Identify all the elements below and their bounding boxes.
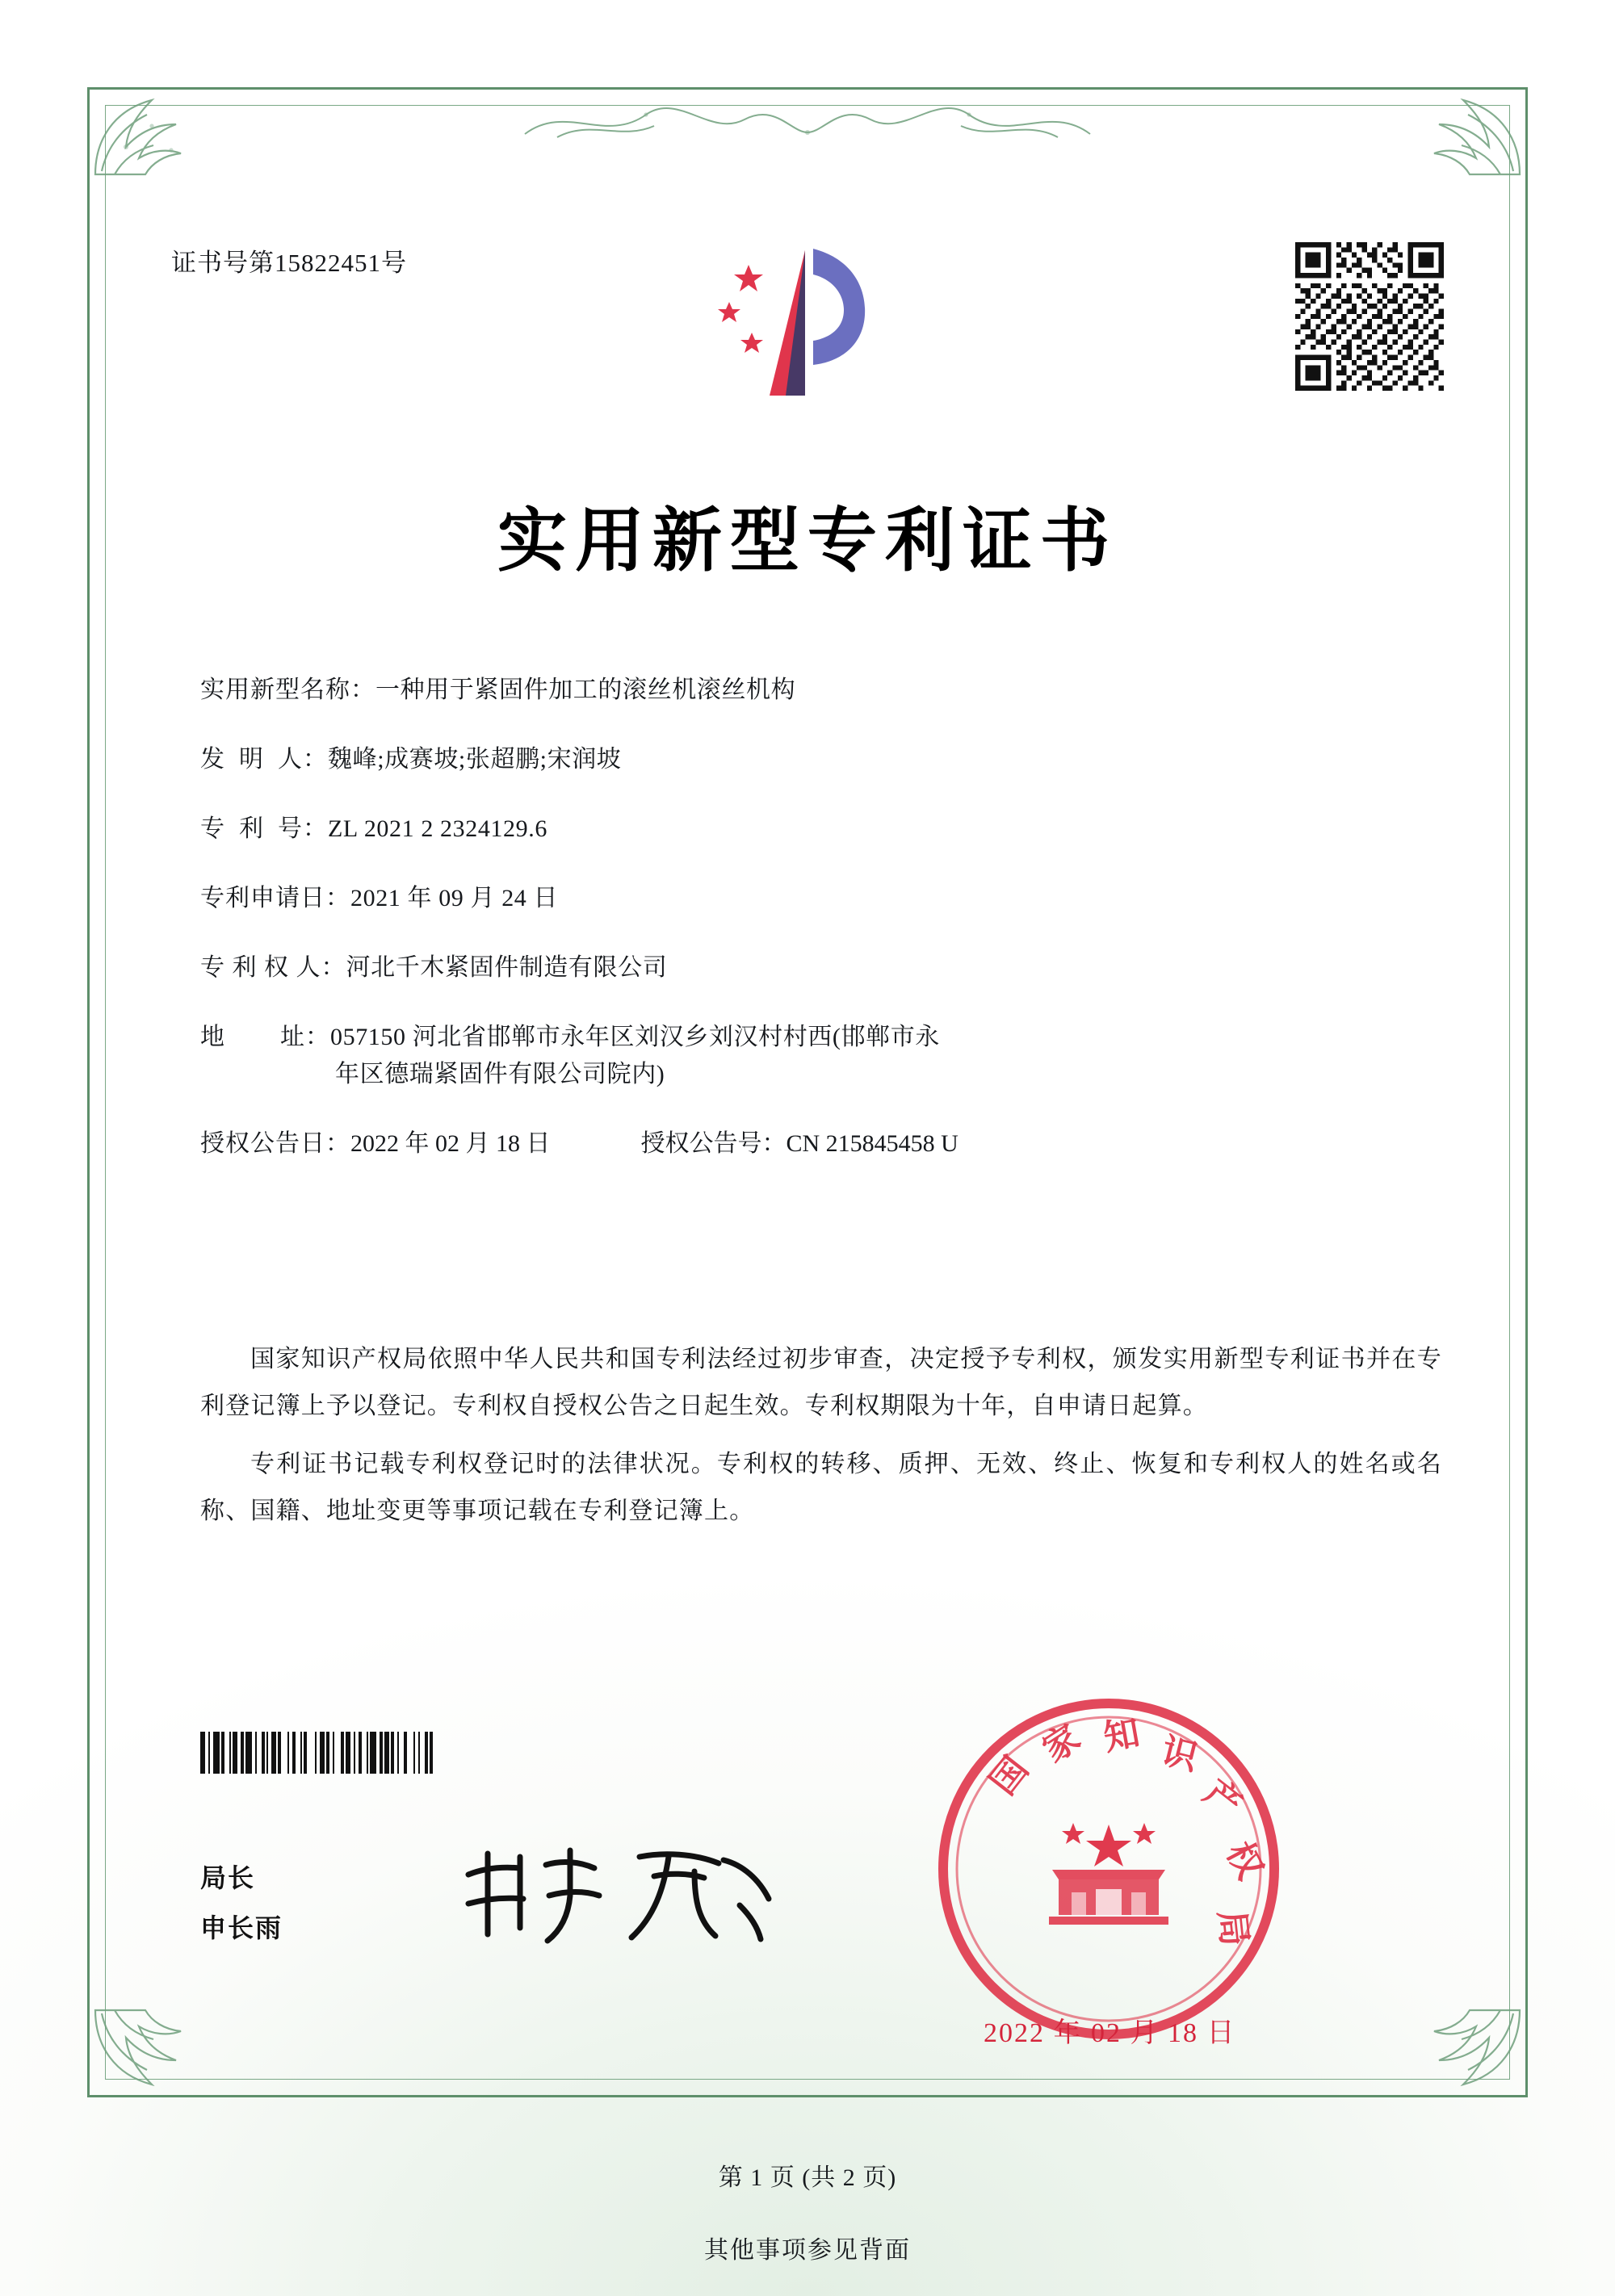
seal-date: 2022 年 02 月 18 日: [984, 2018, 1236, 2048]
field-value: 一种用于紧固件加工的滚丝机滚丝机构: [375, 677, 796, 703]
svg-text:局: 局: [1210, 1908, 1256, 1948]
cnipa-logo-icon: [707, 234, 908, 408]
paragraph-2: 专利证书记载专利权登记时的法律状况。专利权的转移、质押、无效、终止、恢复和专利权人的姓名或名称、国籍、地址变更等事项记载在专利登记簿上。: [200, 1451, 1442, 1524]
back-side-note: 其他事项参见背面: [704, 2237, 911, 2264]
field-patent-number: [200, 817, 1454, 841]
director-name: 申长雨: [200, 1913, 283, 1942]
field-utility-model-name: [200, 678, 1454, 702]
field-label: 地 址：: [200, 1024, 330, 1050]
field-label: 专 利 号：: [200, 815, 328, 842]
barcode: [200, 1732, 604, 1774]
corner-ornament-icon: [1412, 2005, 1525, 2094]
handwritten-signature: [452, 1833, 791, 1954]
svg-text:国: 国: [982, 1749, 1037, 1803]
official-seal: [935, 1695, 1282, 2043]
corner-ornament-icon: [90, 90, 203, 179]
field-address: [200, 1025, 1454, 1087]
field-patentee: [200, 956, 1454, 980]
field-inventors: [200, 748, 1454, 772]
field-label: 实用新型名称：: [200, 677, 375, 703]
page-number: 第 1 页 (共 2 页): [718, 2164, 897, 2191]
svg-text:知: 知: [1101, 1712, 1143, 1759]
field-label: 专 利 权 人：: [200, 954, 346, 981]
field-label: 专利申请日：: [200, 885, 350, 911]
certificate-number: 证书号第15822451号: [171, 249, 407, 277]
svg-text:产: 产: [1196, 1771, 1250, 1826]
field-value: [330, 1025, 1454, 1087]
legal-text: [200, 1336, 1442, 1546]
announcement-no-label: 授权公告号：: [640, 1130, 787, 1157]
page-title: 实用新型专利证书: [497, 500, 1118, 581]
field-application-date: [200, 886, 1454, 911]
field-label: 发 明 人：: [200, 746, 328, 773]
announcement-date-value: 2022 年 02 月 18 日: [350, 1130, 551, 1157]
svg-text:家: 家: [1035, 1716, 1088, 1771]
signature-block: [200, 1853, 283, 1953]
top-scroll-ornament-icon: [509, 87, 1106, 152]
field-value: 河北千木紧固件制造有限公司: [346, 954, 668, 981]
director-title: 局长: [200, 1863, 256, 1892]
svg-text:权: 权: [1218, 1835, 1271, 1887]
announcement-date-label: 授权公告日：: [200, 1130, 350, 1157]
qr-code: [1295, 242, 1444, 391]
address-line-2: 年区德瑞紧固件有限公司院内): [335, 1061, 665, 1087]
address-line-1: 057150 河北省邯郸市永年区刘汉乡刘汉村村西(邯郸市永: [330, 1024, 940, 1050]
paragraph-1: 国家知识产权局依照中华人民共和国专利法经过初步审查，决定授予专利权，颁发实用新型专利证书并在专利登记簿上予以登记。专利权自授权公告之日起生效。专利权期限为十年，自申请日起算。: [200, 1346, 1442, 1419]
announcement-no-value: CN 215845458 U: [786, 1130, 959, 1157]
corner-ornament-icon: [90, 2005, 203, 2094]
field-value: 2021 年 09 月 24 日: [350, 885, 559, 911]
field-grant-row: [200, 1132, 1454, 1156]
corner-ornament-icon: [1412, 90, 1525, 179]
field-value: ZL 2021 2 2324129.6: [328, 815, 547, 842]
field-value: 魏峰;成赛坡;张超鹏;宋润坡: [328, 746, 622, 773]
certificate-fields: [200, 678, 1454, 1188]
svg-text:识: 识: [1157, 1730, 1202, 1779]
